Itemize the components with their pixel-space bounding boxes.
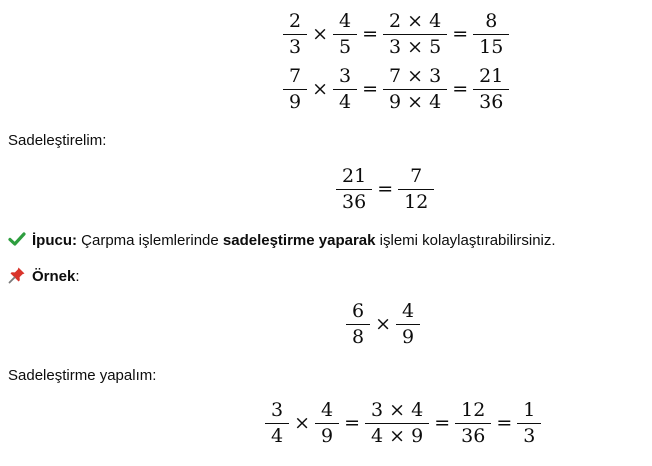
- denominator: 4: [265, 423, 289, 446]
- fraction: [336, 67, 354, 112]
- pushpin-icon: [8, 266, 26, 284]
- denominator: 8: [346, 324, 370, 347]
- numerator: 2: [289, 10, 302, 32]
- tip-text-part1: Çarpma işlemlerinde: [77, 232, 223, 249]
- fraction: [520, 401, 538, 446]
- equation-3: [337, 167, 433, 212]
- fraction: [401, 167, 431, 212]
- denominator: 4 × 9: [365, 423, 429, 446]
- tip-line: [8, 230, 556, 251]
- numerator: 1: [523, 399, 536, 421]
- equals-sign: =: [377, 178, 394, 200]
- numerator: 3: [271, 399, 284, 421]
- times-sign: ×: [375, 313, 392, 335]
- denominator: 9 × 4: [383, 89, 447, 112]
- fraction: [476, 67, 506, 112]
- numerator: 7: [289, 65, 302, 87]
- numerator: 7 × 3: [389, 65, 442, 87]
- fraction: [339, 167, 369, 212]
- equation-1: [284, 12, 508, 57]
- denominator: 9: [315, 423, 339, 446]
- simplify-heading: Sadeleştirelim:: [8, 132, 107, 149]
- example-line: [8, 266, 80, 287]
- fraction: [386, 67, 444, 112]
- denominator: 3: [283, 34, 307, 57]
- tip-text-part2: işlemi kolaylaştırabilirsiniz.: [375, 232, 556, 249]
- times-sign: ×: [294, 412, 311, 434]
- fraction: [268, 401, 286, 446]
- fraction: [336, 12, 354, 57]
- equals-sign: =: [362, 23, 379, 45]
- denominator: 9: [283, 89, 307, 112]
- denominator: 9: [396, 324, 420, 347]
- denominator: 4: [333, 89, 357, 112]
- denominator: 36: [473, 89, 509, 112]
- fraction: [476, 12, 506, 57]
- numerator: 21: [479, 65, 504, 87]
- denominator: 36: [336, 189, 372, 212]
- tip-label: İpucu:: [32, 232, 77, 249]
- check-mark-icon: [8, 230, 26, 248]
- fraction: [286, 67, 304, 112]
- numerator: 7: [410, 165, 423, 187]
- equation-2: [284, 67, 508, 112]
- equation-4: [347, 302, 419, 347]
- denominator: 5: [333, 34, 357, 57]
- numerator: 12: [461, 399, 486, 421]
- numerator: 3: [339, 65, 352, 87]
- fraction: [458, 401, 488, 446]
- equals-sign: =: [452, 23, 469, 45]
- equals-sign: =: [362, 78, 379, 100]
- fraction: [318, 401, 336, 446]
- fraction: [349, 302, 367, 347]
- denominator: 36: [455, 423, 491, 446]
- numerator: 21: [342, 165, 367, 187]
- equals-sign: =: [434, 412, 451, 434]
- numerator: 8: [485, 10, 498, 32]
- numerator: 2 × 4: [389, 10, 442, 32]
- equals-sign: =: [452, 78, 469, 100]
- times-sign: ×: [312, 23, 329, 45]
- times-sign: ×: [312, 78, 329, 100]
- fraction: [386, 12, 444, 57]
- equals-sign: =: [496, 412, 513, 434]
- simplify-subheading: Sadeleştirme yapalım:: [8, 367, 157, 384]
- denominator: 12: [398, 189, 434, 212]
- denominator: 3: [517, 423, 541, 446]
- numerator: 6: [352, 300, 365, 322]
- fraction: [399, 302, 417, 347]
- tip-text-bold: sadeleştirme yaparak: [222, 232, 376, 249]
- fraction: [368, 401, 426, 446]
- numerator: 4: [321, 399, 334, 421]
- numerator: 3 × 4: [371, 399, 424, 421]
- equals-sign: =: [344, 412, 361, 434]
- equation-5: [266, 401, 540, 446]
- denominator: 15: [473, 34, 509, 57]
- numerator: 4: [339, 10, 352, 32]
- example-label: Örnek: [32, 268, 76, 285]
- denominator: 3 × 5: [383, 34, 447, 57]
- example-colon: :: [75, 268, 80, 285]
- fraction: [286, 12, 304, 57]
- numerator: 4: [402, 300, 415, 322]
